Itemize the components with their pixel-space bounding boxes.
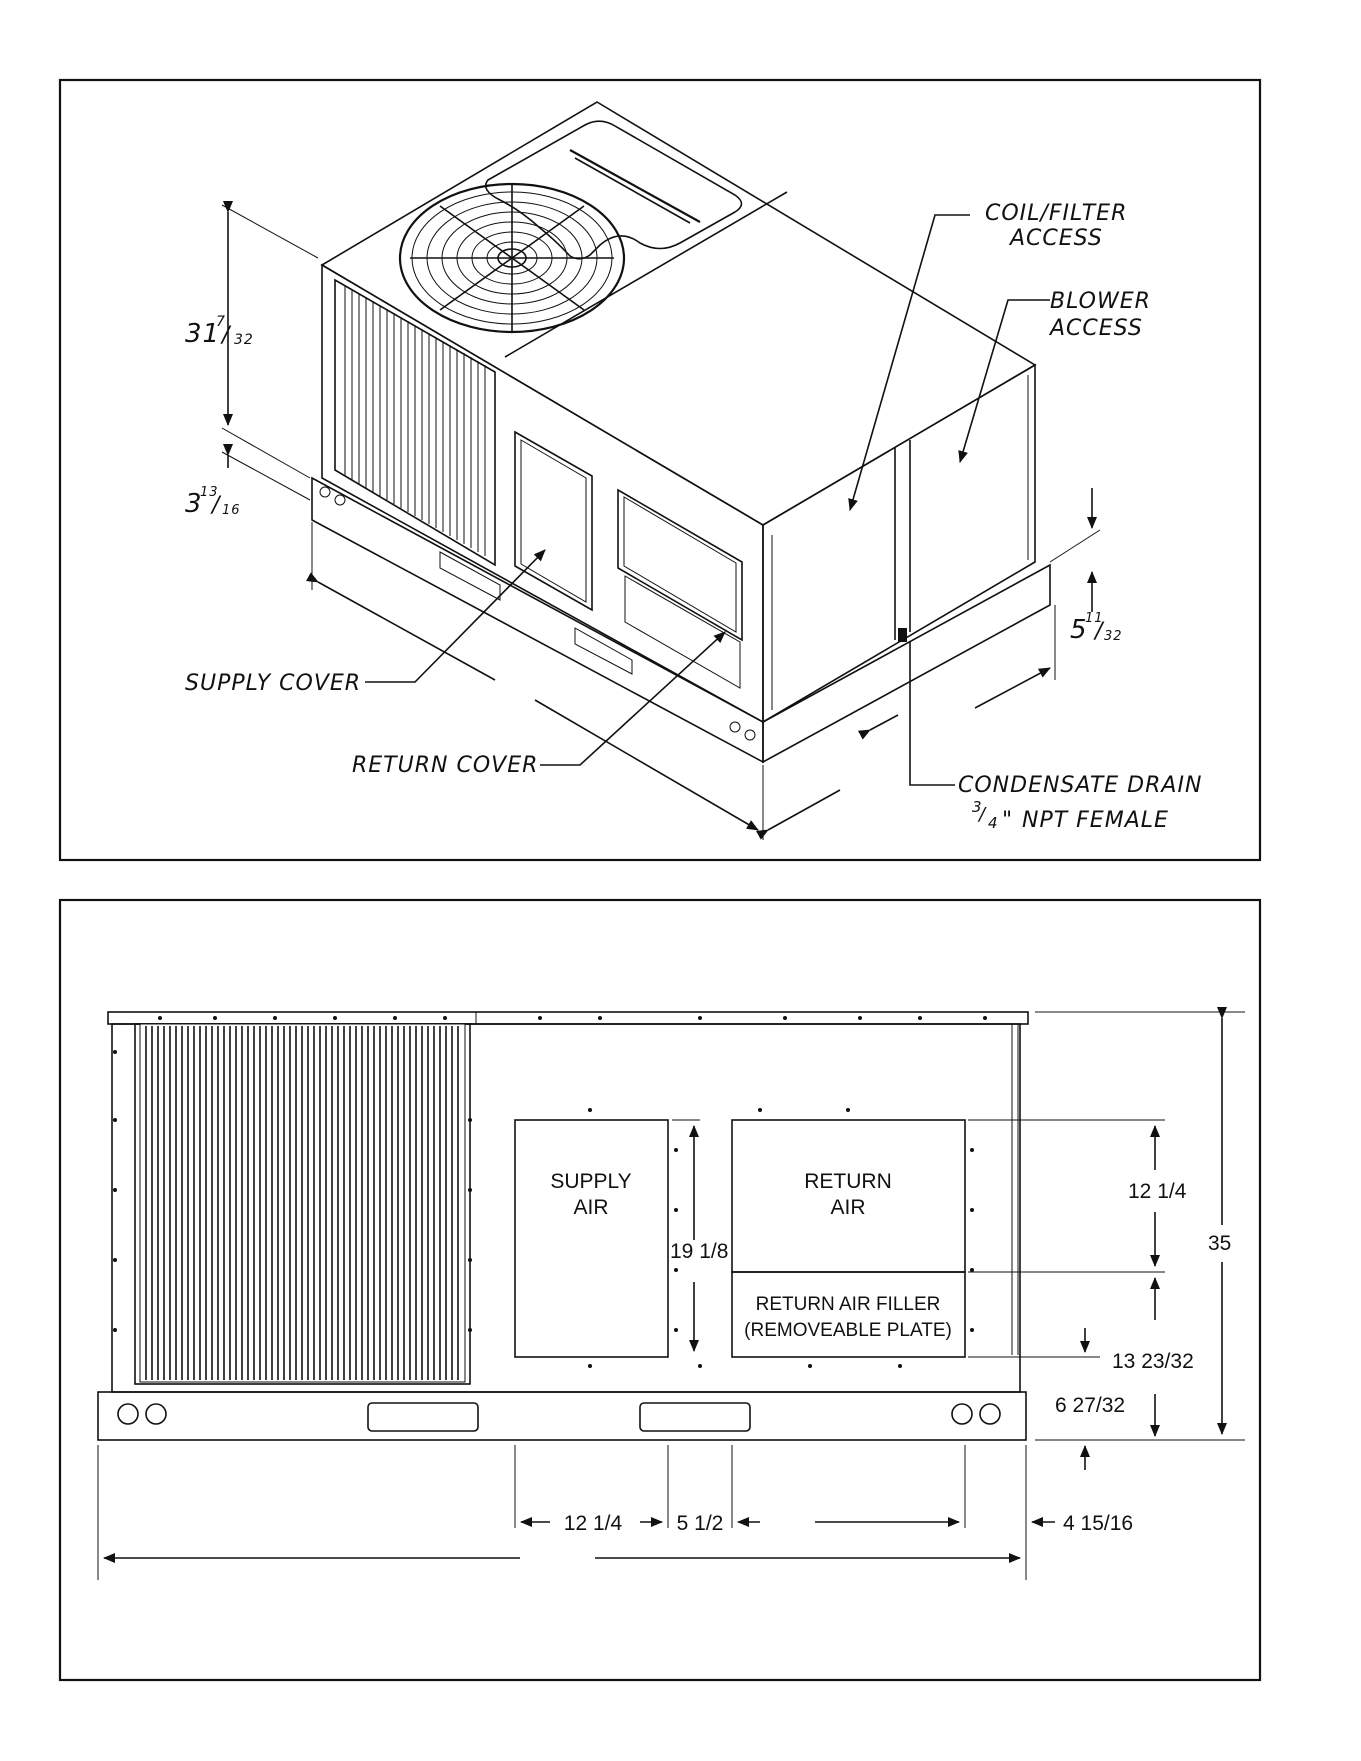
filler-height-dim: 13 23/32 bbox=[1112, 1350, 1194, 1373]
top-access-lid bbox=[486, 121, 742, 259]
svg-text:16: 16 bbox=[222, 503, 241, 518]
height-dimension-label bbox=[185, 314, 254, 349]
isometric-dimension-lines bbox=[222, 205, 1100, 840]
svg-text:/: / bbox=[1095, 619, 1104, 644]
svg-text:5: 5 bbox=[1070, 615, 1088, 645]
supply-air-label-line2: AIR bbox=[573, 1196, 609, 1219]
gap-width-dim: 5 1/2 bbox=[676, 1512, 724, 1535]
supply-air-opening bbox=[515, 1120, 668, 1357]
filler-label: RETURN AIR FILLER bbox=[755, 1294, 941, 1315]
svg-text:3: 3 bbox=[185, 489, 203, 519]
svg-text:11: 11 bbox=[1085, 611, 1104, 626]
condenser-coil-front bbox=[135, 1024, 470, 1384]
total-height-dim: 35 bbox=[1208, 1232, 1232, 1255]
coil-filter-label-line2: ACCESS bbox=[1010, 226, 1103, 251]
right-offset-dim: 4 15/16 bbox=[1063, 1512, 1134, 1535]
blower-access-label-line2: ACCESS bbox=[1050, 316, 1143, 341]
svg-text:/: / bbox=[212, 493, 221, 518]
svg-text:32: 32 bbox=[234, 332, 254, 348]
isometric-leaders bbox=[365, 215, 1050, 785]
supply-air-label: SUPPLY bbox=[550, 1170, 632, 1193]
condensate-drain-fitting bbox=[898, 628, 907, 642]
pipe-size-label bbox=[972, 798, 1169, 833]
blower-access-label: BLOWER bbox=[1050, 289, 1151, 314]
base-height-dim: 6 27/32 bbox=[1055, 1394, 1126, 1417]
return-cover-panel bbox=[618, 490, 742, 640]
filler-label-line2: (REMOVEABLE PLATE) bbox=[744, 1320, 952, 1341]
supply-height-dim: 19 1/8 bbox=[670, 1240, 729, 1263]
return-height-dim: 12 1/4 bbox=[1128, 1180, 1187, 1203]
drain-height-dimension-label bbox=[1070, 611, 1123, 645]
unit-base-rail bbox=[98, 1392, 1026, 1440]
svg-text:/: / bbox=[979, 804, 987, 825]
isometric-frame bbox=[60, 80, 1260, 860]
supply-cover-label: SUPPLY COVER bbox=[185, 671, 362, 696]
svg-text:4: 4 bbox=[988, 814, 999, 832]
supply-width-dim: 12 1/4 bbox=[563, 1512, 623, 1535]
unit-left-face bbox=[322, 265, 763, 722]
return-air-label-line2: AIR bbox=[830, 1196, 866, 1219]
svg-text:32: 32 bbox=[1104, 629, 1123, 644]
coil-filter-label: COIL/FILTER bbox=[985, 201, 1128, 226]
return-cover-label: RETURN COVER bbox=[352, 753, 539, 778]
condenser-coil bbox=[335, 280, 495, 565]
unit-right-face bbox=[763, 365, 1035, 722]
elevation-panel bbox=[60, 900, 1260, 1680]
return-air-label: RETURN bbox=[804, 1170, 892, 1193]
unit-base bbox=[312, 478, 763, 762]
isometric-panel bbox=[60, 80, 1260, 860]
base-dimension-label bbox=[185, 485, 241, 519]
svg-text:13: 13 bbox=[200, 485, 219, 500]
condensate-drain-label: CONDENSATE DRAIN bbox=[958, 773, 1203, 798]
svg-text:31: 31 bbox=[185, 319, 221, 349]
svg-text:7: 7 bbox=[216, 314, 226, 330]
svg-text:": " bbox=[1002, 808, 1014, 833]
svg-text:NPT FEMALE: NPT FEMALE bbox=[1022, 808, 1169, 833]
svg-text:3: 3 bbox=[972, 798, 983, 816]
svg-text:/: / bbox=[222, 323, 231, 348]
